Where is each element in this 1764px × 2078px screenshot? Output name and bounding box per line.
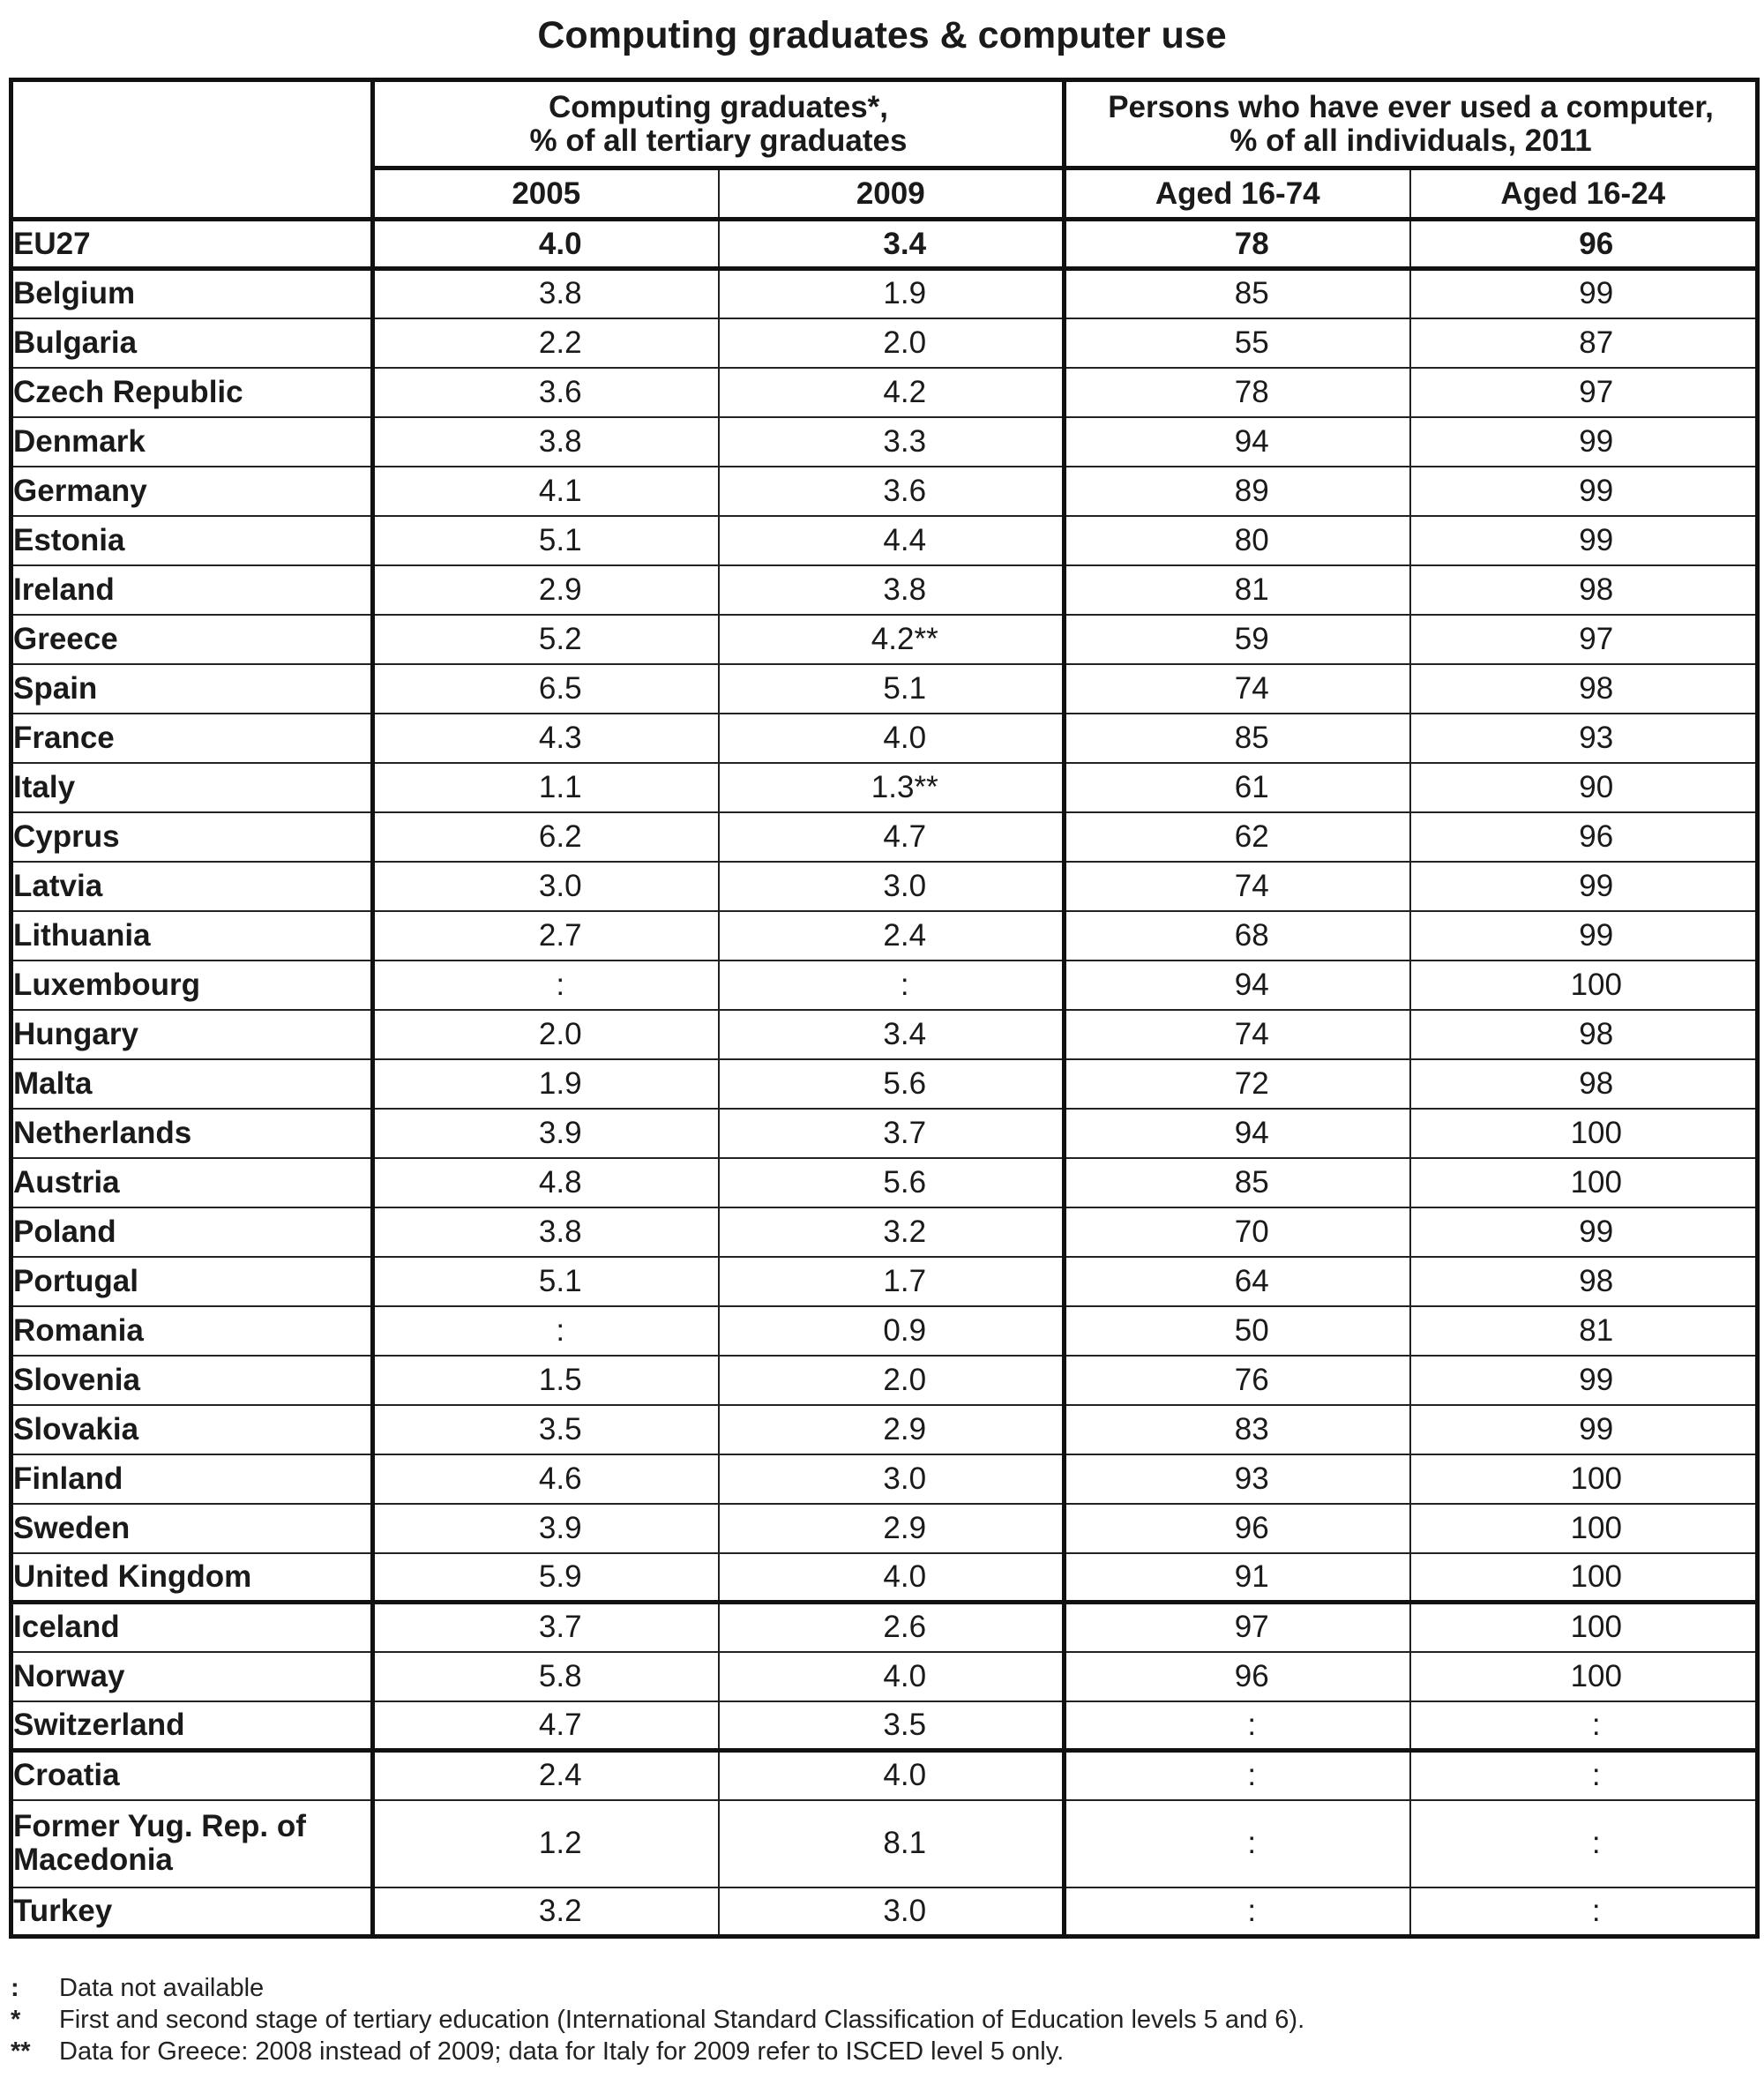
row-aged-16-24-cell: 98 (1410, 1257, 1758, 1306)
footnote-text: Data not available (59, 1974, 265, 2002)
row-country-cell: Ireland (11, 565, 373, 615)
row-country-cell: Switzerland (11, 1701, 373, 1751)
row-2005-cell: 3.6 (373, 368, 719, 417)
row-aged-16-24-cell: : (1410, 1701, 1758, 1751)
row-aged-16-24-cell: : (1410, 1751, 1758, 1800)
row-2005-cell: 5.8 (373, 1652, 719, 1701)
table-row (11, 1504, 1758, 1553)
row-aged-16-74-cell: 78 (1065, 368, 1410, 417)
row-aged-16-24-cell: 99 (1410, 1356, 1758, 1405)
row-2005-cell: : (373, 961, 719, 1010)
row-aged-16-74-cell: 80 (1065, 516, 1410, 565)
row-2005-cell: 4.0 (373, 220, 719, 269)
row-aged-16-24-cell: 98 (1410, 664, 1758, 714)
row-2009-cell: 5.6 (719, 1059, 1065, 1109)
row-country-cell: Italy (11, 763, 373, 812)
row-aged-16-24-cell: 90 (1410, 763, 1758, 812)
row-aged-16-24-cell: 99 (1410, 417, 1758, 467)
row-2009-cell: 1.9 (719, 269, 1065, 318)
row-2009-cell: 3.6 (719, 467, 1065, 516)
row-2005-cell: 6.5 (373, 664, 719, 714)
row-2009-cell: 0.9 (719, 1306, 1065, 1356)
table-row (11, 467, 1758, 516)
table-row (11, 1652, 1758, 1701)
row-2005-cell: 5.2 (373, 615, 719, 664)
row-2005-cell: 3.8 (373, 1207, 719, 1257)
row-2005-cell: 3.9 (373, 1504, 719, 1553)
row-aged-16-74-cell: 70 (1065, 1207, 1410, 1257)
row-country-cell: Austria (11, 1158, 373, 1207)
row-country-cell: EU27 (11, 220, 373, 269)
row-aged-16-24-cell: 99 (1410, 1405, 1758, 1454)
row-country-cell: France (11, 714, 373, 763)
row-country-cell: Lithuania (11, 911, 373, 961)
row-2009-cell: 4.0 (719, 1652, 1065, 1701)
table-row (11, 812, 1758, 862)
table-row (11, 1454, 1758, 1504)
row-2009-cell: 5.1 (719, 664, 1065, 714)
row-aged-16-74-cell: 74 (1065, 664, 1410, 714)
footnote (9, 1972, 1755, 2004)
row-2009-cell: 4.4 (719, 516, 1065, 565)
table-row (11, 763, 1758, 812)
row-country-cell: Sweden (11, 1504, 373, 1553)
footnote-symbol: * (11, 2006, 21, 2034)
table-row (11, 417, 1758, 467)
footnote-symbol: ** (11, 2037, 31, 2066)
table-row (11, 862, 1758, 911)
row-aged-16-74-cell: 76 (1065, 1356, 1410, 1405)
row-country-cell: Croatia (11, 1751, 373, 1800)
row-aged-16-74-cell: 83 (1065, 1405, 1410, 1454)
row-2009-cell: 3.2 (719, 1207, 1065, 1257)
row-aged-16-74-cell: 62 (1065, 812, 1410, 862)
row-aged-16-24-cell: 87 (1410, 318, 1758, 368)
row-2005-cell: 2.0 (373, 1010, 719, 1059)
row-2009-cell: 3.4 (719, 1010, 1065, 1059)
row-aged-16-74-cell: 74 (1065, 1010, 1410, 1059)
row-aged-16-24-cell: 98 (1410, 565, 1758, 615)
row-country-cell: Czech Republic (11, 368, 373, 417)
row-2005-cell: 2.4 (373, 1751, 719, 1800)
table-row (11, 1257, 1758, 1306)
table-row (11, 269, 1758, 318)
table-row (11, 1887, 1758, 1937)
row-aged-16-74-cell: 93 (1065, 1454, 1410, 1504)
row-aged-16-74-cell: 85 (1065, 714, 1410, 763)
page-title: Computing graduates & computer use (537, 14, 1227, 56)
row-country-cell: Slovakia (11, 1405, 373, 1454)
row-2005-cell: 1.1 (373, 763, 719, 812)
table-row (11, 1553, 1758, 1603)
table-row (11, 318, 1758, 368)
row-aged-16-74-cell: 68 (1065, 911, 1410, 961)
footnotes (9, 1972, 1755, 2067)
row-2005-cell: 2.2 (373, 318, 719, 368)
row-aged-16-24-cell: 99 (1410, 862, 1758, 911)
table-row (11, 368, 1758, 417)
row-2009-cell: 2.9 (719, 1405, 1065, 1454)
row-aged-16-24-cell: 98 (1410, 1010, 1758, 1059)
row-2005-cell: 4.3 (373, 714, 719, 763)
row-2009-cell: 4.2** (719, 615, 1065, 664)
row-2005-cell: 3.2 (373, 1887, 719, 1937)
table-row (11, 714, 1758, 763)
header-computer-use (1065, 80, 1758, 168)
table-row (11, 516, 1758, 565)
row-2005-cell: 4.8 (373, 1158, 719, 1207)
row-aged-16-74-cell: 94 (1065, 961, 1410, 1010)
row-2009-cell: 5.6 (719, 1158, 1065, 1207)
row-aged-16-24-cell: 98 (1410, 1059, 1758, 1109)
row-aged-16-74-cell: 64 (1065, 1257, 1410, 1306)
row-2009-cell: 3.0 (719, 1887, 1065, 1937)
header-computing-graduates-label: Computing graduates*, % of all tertiary graduates (529, 89, 908, 158)
row-2009-cell: 2.6 (719, 1603, 1065, 1652)
row-country-cell: Cyprus (11, 812, 373, 862)
row-2005-cell: 5.1 (373, 1257, 719, 1306)
row-2005-cell: 3.9 (373, 1109, 719, 1158)
row-aged-16-74-cell: 85 (1065, 269, 1410, 318)
row-2005-cell: 1.5 (373, 1356, 719, 1405)
row-2009-cell: 4.0 (719, 1553, 1065, 1603)
row-country-cell: Denmark (11, 417, 373, 467)
row-aged-16-74-cell: 61 (1065, 763, 1410, 812)
row-2005-cell: 4.6 (373, 1454, 719, 1504)
row-2009-cell: 3.7 (719, 1109, 1065, 1158)
table-row (11, 1010, 1758, 1059)
row-aged-16-24-cell: 99 (1410, 516, 1758, 565)
data-table (9, 78, 1760, 1939)
row-aged-16-74-cell: 96 (1065, 1504, 1410, 1553)
row-2005-cell: 3.8 (373, 417, 719, 467)
row-aged-16-24-cell: 96 (1410, 812, 1758, 862)
row-2005-cell: 5.9 (373, 1553, 719, 1603)
row-2005-cell: 1.9 (373, 1059, 719, 1109)
row-2005-cell: 3.8 (373, 269, 719, 318)
row-2005-cell: 4.7 (373, 1701, 719, 1751)
row-2005-cell: 3.5 (373, 1405, 719, 1454)
table-row (11, 1207, 1758, 1257)
row-aged-16-24-cell: 100 (1410, 1158, 1758, 1207)
row-aged-16-74-cell: 94 (1065, 1109, 1410, 1158)
footnote (9, 2004, 1755, 2036)
row-aged-16-24-cell: 100 (1410, 1553, 1758, 1603)
row-aged-16-24-cell: 100 (1410, 1454, 1758, 1504)
row-aged-16-24-cell: 96 (1410, 220, 1758, 269)
row-aged-16-24-cell: 100 (1410, 1504, 1758, 1553)
row-aged-16-24-cell: 100 (1410, 961, 1758, 1010)
header-corner-cell (11, 80, 373, 220)
row-aged-16-74-cell: 74 (1065, 862, 1410, 911)
header-group-row (11, 80, 1758, 168)
row-aged-16-24-cell: : (1410, 1887, 1758, 1937)
row-aged-16-74-cell: 81 (1065, 565, 1410, 615)
row-aged-16-74-cell: 50 (1065, 1306, 1410, 1356)
row-country-cell: Portugal (11, 1257, 373, 1306)
table-row (11, 1158, 1758, 1207)
table-row (11, 1405, 1758, 1454)
row-2009-cell: 1.3** (719, 763, 1065, 812)
table-row (11, 1306, 1758, 1356)
row-2009-cell: 4.7 (719, 812, 1065, 862)
table-row (11, 565, 1758, 615)
row-aged-16-74-cell: : (1065, 1887, 1410, 1937)
row-country-cell: Poland (11, 1207, 373, 1257)
row-country-cell: Netherlands (11, 1109, 373, 1158)
header-computing-graduates (373, 80, 1065, 168)
row-aged-16-74-cell: : (1065, 1751, 1410, 1800)
row-2009-cell: 3.0 (719, 1454, 1065, 1504)
row-country-cell: Malta (11, 1059, 373, 1109)
row-2005-cell: 1.2 (373, 1800, 719, 1887)
row-aged-16-24-cell: 93 (1410, 714, 1758, 763)
row-aged-16-74-cell: 96 (1065, 1652, 1410, 1701)
row-2009-cell: : (719, 961, 1065, 1010)
table-row (11, 1356, 1758, 1405)
table-row (11, 1751, 1758, 1800)
row-2009-cell: 3.0 (719, 862, 1065, 911)
row-aged-16-24-cell: : (1410, 1800, 1758, 1887)
table-row (11, 1701, 1758, 1751)
table-row (11, 961, 1758, 1010)
table-row (11, 911, 1758, 961)
row-aged-16-24-cell: 99 (1410, 467, 1758, 516)
row-country-cell: Norway (11, 1652, 373, 1701)
row-2009-cell: 3.5 (719, 1701, 1065, 1751)
row-aged-16-74-cell: : (1065, 1701, 1410, 1751)
row-aged-16-24-cell: 81 (1410, 1306, 1758, 1356)
header-computer-use-label: Persons who have ever used a computer, % of all individuals, 2011 (1108, 89, 1714, 158)
row-aged-16-74-cell: 59 (1065, 615, 1410, 664)
row-aged-16-74-cell: 97 (1065, 1603, 1410, 1652)
row-country-cell: Iceland (11, 1603, 373, 1652)
row-2005-cell: 2.9 (373, 565, 719, 615)
table-row (11, 1059, 1758, 1109)
footnote-text: First and second stage of tertiary education (International Standard Classification of Education levels 5 and 6). (59, 2006, 1305, 2034)
footnote-symbol: : (11, 1974, 19, 2002)
row-2009-cell: 4.0 (719, 1751, 1065, 1800)
row-aged-16-24-cell: 99 (1410, 269, 1758, 318)
row-2005-cell: 4.1 (373, 467, 719, 516)
row-2009-cell: 3.3 (719, 417, 1065, 467)
row-2005-cell: 3.0 (373, 862, 719, 911)
row-2009-cell: 2.0 (719, 1356, 1065, 1405)
row-2005-cell: 2.7 (373, 911, 719, 961)
row-2009-cell: 4.2 (719, 368, 1065, 417)
row-country-cell: Luxembourg (11, 961, 373, 1010)
row-2009-cell: 1.7 (719, 1257, 1065, 1306)
header-col-aged-16-74: Aged 16-74 (1065, 168, 1410, 220)
row-country-cell: Greece (11, 615, 373, 664)
row-country-cell: Belgium (11, 269, 373, 318)
header-col-aged-16-24: Aged 16-24 (1410, 168, 1758, 220)
table-row (11, 1603, 1758, 1652)
row-2005-cell: 5.1 (373, 516, 719, 565)
table-row (11, 664, 1758, 714)
table-row (11, 1800, 1758, 1887)
row-aged-16-24-cell: 97 (1410, 368, 1758, 417)
row-aged-16-24-cell: 99 (1410, 1207, 1758, 1257)
row-aged-16-74-cell: 78 (1065, 220, 1410, 269)
footnote (9, 2036, 1755, 2067)
row-aged-16-24-cell: 100 (1410, 1603, 1758, 1652)
row-country-cell: Estonia (11, 516, 373, 565)
footnote-text: Data for Greece: 2008 instead of 2009; data for Italy for 2009 refer to ISCED level 5 only. (59, 2037, 1065, 2066)
row-2009-cell: 4.0 (719, 714, 1065, 763)
row-aged-16-74-cell: : (1065, 1800, 1410, 1887)
row-aged-16-74-cell: 91 (1065, 1553, 1410, 1603)
row-country-cell: Finland (11, 1454, 373, 1504)
table-row (11, 615, 1758, 664)
row-2005-cell: 6.2 (373, 812, 719, 862)
row-aged-16-74-cell: 89 (1065, 467, 1410, 516)
row-aged-16-74-cell: 55 (1065, 318, 1410, 368)
row-country-cell: Turkey (11, 1887, 373, 1937)
row-aged-16-74-cell: 94 (1065, 417, 1410, 467)
row-2009-cell: 2.4 (719, 911, 1065, 961)
row-country-cell: Spain (11, 664, 373, 714)
row-country-cell: Hungary (11, 1010, 373, 1059)
row-2009-cell: 2.0 (719, 318, 1065, 368)
row-country-cell: Romania (11, 1306, 373, 1356)
header-col-2005: 2005 (373, 168, 719, 220)
row-country-cell: Former Yug. Rep. of Macedonia (11, 1800, 373, 1887)
row-aged-16-74-cell: 85 (1065, 1158, 1410, 1207)
row-aged-16-24-cell: 100 (1410, 1109, 1758, 1158)
table-row (11, 220, 1758, 269)
row-country-cell: Slovenia (11, 1356, 373, 1405)
row-2005-cell: : (373, 1306, 719, 1356)
row-2009-cell: 2.9 (719, 1504, 1065, 1553)
table-row (11, 1109, 1758, 1158)
row-aged-16-74-cell: 72 (1065, 1059, 1410, 1109)
row-country-cell: Latvia (11, 862, 373, 911)
row-country-cell: Bulgaria (11, 318, 373, 368)
row-aged-16-24-cell: 100 (1410, 1652, 1758, 1701)
row-country-cell: United Kingdom (11, 1553, 373, 1603)
row-aged-16-24-cell: 99 (1410, 911, 1758, 961)
row-aged-16-24-cell: 97 (1410, 615, 1758, 664)
row-2009-cell: 8.1 (719, 1800, 1065, 1887)
row-2005-cell: 3.7 (373, 1603, 719, 1652)
row-2009-cell: 3.8 (719, 565, 1065, 615)
row-country-cell: Germany (11, 467, 373, 516)
header-col-2009: 2009 (719, 168, 1065, 220)
row-2009-cell: 3.4 (719, 220, 1065, 269)
